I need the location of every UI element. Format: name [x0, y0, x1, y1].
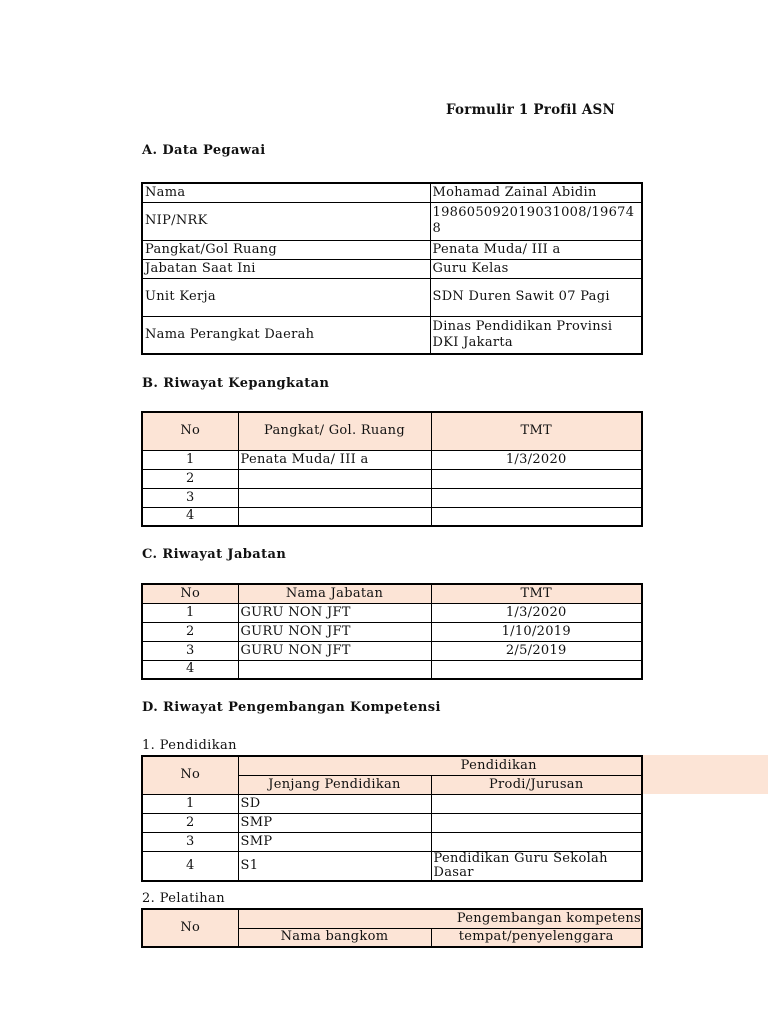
table-row — [142, 832, 642, 851]
cell-prodi — [431, 832, 642, 851]
column-header-pengembangan: Pengembangan kompetens — [238, 909, 642, 928]
table-row — [142, 469, 642, 488]
data-pegawai-table — [141, 182, 643, 355]
column-header-nama-jabatan: Nama Jabatan — [238, 584, 431, 603]
cell-nama-jabatan: GURU NON JFT — [238, 622, 431, 641]
cell-no: 2 — [142, 813, 238, 832]
cell-jenjang: SMP — [238, 832, 431, 851]
cell-pangkat: Penata Muda/ III a — [238, 450, 431, 469]
section-d-heading: D. Riwayat Pengembangan Kompetensi — [142, 700, 441, 715]
cell-tmt — [431, 660, 642, 679]
cell-tmt: 1/10/2019 — [431, 622, 642, 641]
pelatihan-table — [141, 908, 643, 948]
cell-jenjang: SD — [238, 794, 431, 813]
cell-no: 2 — [142, 622, 238, 641]
table-row — [142, 794, 642, 813]
table-row — [142, 183, 642, 202]
column-header-jenjang: Jenjang Pendidikan — [238, 775, 431, 794]
section-b-heading: B. Riwayat Kepangkatan — [142, 376, 330, 391]
section-c-heading: C. Riwayat Jabatan — [142, 547, 287, 562]
cell-tmt: 2/5/2019 — [431, 641, 642, 660]
cell-prodi — [431, 794, 642, 813]
cell-tmt — [431, 507, 642, 526]
table-row — [142, 641, 642, 660]
field-label: Pangkat/Gol Ruang — [142, 240, 430, 259]
field-value: 198605092019031008/196748 — [430, 202, 642, 240]
field-value: Guru Kelas — [430, 259, 642, 278]
table-row — [142, 507, 642, 526]
cell-tmt: 1/3/2020 — [431, 450, 642, 469]
cell-nama-jabatan — [238, 660, 431, 679]
column-header-pendidikan: Pendidikan — [238, 756, 642, 775]
section-a-heading: A. Data Pegawai — [142, 143, 266, 158]
field-label: Jabatan Saat Ini — [142, 259, 430, 278]
field-label: Nama — [142, 183, 430, 202]
column-header-tmt: TMT — [431, 412, 642, 450]
kepangkatan-table — [141, 411, 643, 527]
jabatan-table — [141, 583, 643, 680]
pendidikan-table — [141, 755, 643, 882]
cell-pangkat — [238, 507, 431, 526]
form-title: Formulir 1 Profil ASN — [446, 102, 616, 118]
cell-no: 4 — [142, 851, 238, 881]
cell-tmt — [431, 488, 642, 507]
table-row — [142, 240, 642, 259]
field-value: Dinas Pendidikan Provinsi DKI Jakarta — [430, 316, 642, 354]
table-header-row — [142, 756, 642, 775]
cell-prodi: Pendidikan Guru Sekolah Dasar — [431, 851, 642, 881]
cell-no: 1 — [142, 603, 238, 622]
field-label: NIP/NRK — [142, 202, 430, 240]
cell-no: 3 — [142, 832, 238, 851]
table-header-row — [142, 584, 642, 603]
field-value: Mohamad Zainal Abidin — [430, 183, 642, 202]
column-header-no: No — [142, 909, 238, 947]
cell-no: 4 — [142, 660, 238, 679]
cell-jenjang: SMP — [238, 813, 431, 832]
field-value: Penata Muda/ III a — [430, 240, 642, 259]
column-header-nama-bangkom: Nama bangkom — [238, 928, 431, 947]
field-label: Unit Kerja — [142, 278, 430, 316]
table-row — [142, 622, 642, 641]
cell-tmt: 1/3/2020 — [431, 603, 642, 622]
column-header-tmt: TMT — [431, 584, 642, 603]
table-row — [142, 316, 642, 354]
cell-nama-jabatan: GURU NON JFT — [238, 603, 431, 622]
cell-pangkat — [238, 469, 431, 488]
cell-jenjang: S1 — [238, 851, 431, 881]
table-row — [142, 660, 642, 679]
table-header-row — [142, 909, 642, 928]
field-label: Nama Perangkat Daerah — [142, 316, 430, 354]
column-header-no: No — [142, 412, 238, 450]
column-header-no: No — [142, 756, 238, 794]
cell-no: 3 — [142, 488, 238, 507]
cell-no: 1 — [142, 794, 238, 813]
table-row — [142, 813, 642, 832]
table-row — [142, 488, 642, 507]
subsection-pelatihan-heading: 2. Pelatihan — [142, 891, 225, 906]
cell-prodi — [431, 813, 642, 832]
column-header-pangkat: Pangkat/ Gol. Ruang — [238, 412, 431, 450]
cell-no: 1 — [142, 450, 238, 469]
table-row — [142, 259, 642, 278]
cell-nama-jabatan: GURU NON JFT — [238, 641, 431, 660]
column-header-prodi: Prodi/Jurusan — [431, 775, 642, 794]
column-header-tempat: tempat/penyelenggara — [431, 928, 642, 947]
table-row — [142, 278, 642, 316]
subsection-pendidikan-heading: 1. Pendidikan — [142, 738, 237, 753]
table-row — [142, 603, 642, 622]
header-fill-extension — [640, 755, 768, 794]
cell-no: 2 — [142, 469, 238, 488]
column-header-no: No — [142, 584, 238, 603]
table-row — [142, 450, 642, 469]
table-header-row — [142, 412, 642, 450]
cell-no: 4 — [142, 507, 238, 526]
cell-no: 3 — [142, 641, 238, 660]
cell-tmt — [431, 469, 642, 488]
table-row — [142, 202, 642, 240]
table-row — [142, 851, 642, 881]
cell-pangkat — [238, 488, 431, 507]
field-value: SDN Duren Sawit 07 Pagi — [430, 278, 642, 316]
